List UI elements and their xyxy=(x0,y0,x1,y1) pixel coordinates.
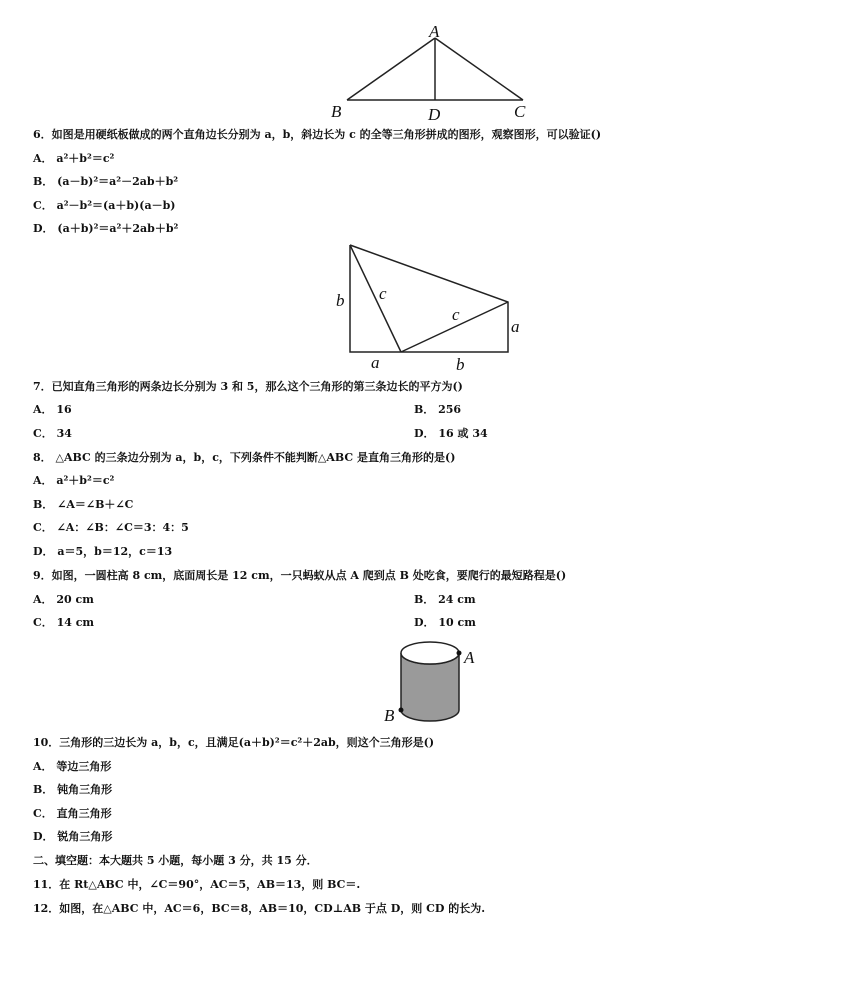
label-c-left: c xyxy=(379,284,387,303)
question-8-option-d: D． a＝5，b＝12，c＝13 xyxy=(33,545,173,558)
label-a: A xyxy=(429,22,440,41)
question-10-option-b: B． 钝角三角形 xyxy=(33,783,113,796)
figure-cylinder xyxy=(378,635,488,730)
trapezoid-outline xyxy=(350,245,508,352)
question-8-option-c: C． ∠A：∠B：∠C＝3：4：5 xyxy=(33,521,189,534)
label-b-bottom: b xyxy=(456,355,465,374)
label-a-bottom: a xyxy=(371,353,380,372)
question-7-option-b: B． 256 xyxy=(414,403,462,416)
question-11: 11．在 Rt△ABC 中，∠C＝90°，AC＝5，AB＝13，则 BC＝. xyxy=(33,878,361,891)
question-9-option-d: D． 10 cm xyxy=(414,616,476,629)
label-b: B xyxy=(331,102,342,121)
label-d: D xyxy=(428,105,441,124)
label-b: B xyxy=(384,706,395,725)
label-a-right: a xyxy=(511,317,520,336)
section-2-heading: 二、填空题：本大题共 5 小题，每小题 3 分，共 15 分． xyxy=(33,854,318,867)
point-b xyxy=(399,708,404,713)
question-6-stem: 6．如图是用硬纸板做成的两个直角边长分别为 a，b，斜边长为 c 的全等三角形拼成的图形，观察图形，可以验证() xyxy=(33,128,602,141)
question-12: 12．如图，在△ABC 中，AC＝6，BC＝8，AB＝10，CD⊥AB 于点 D，则 CD 的长为. xyxy=(33,902,486,915)
label-b-left: b xyxy=(336,291,345,310)
question-10-option-a: A． 等边三角形 xyxy=(33,760,112,773)
label-c: C xyxy=(514,102,526,121)
question-9-stem: 9．如图，一圆柱高 8 cm，底面周长是 12 cm，一只蚂蚁从点 A 爬到点 B 处吃食，要爬行的最短路程是() xyxy=(33,569,567,582)
question-6-option-d: D． (a＋b)²＝a²＋2ab＋b² xyxy=(33,222,179,235)
question-7-option-d: D． 16 或 34 xyxy=(414,427,488,440)
figure-trapezoid xyxy=(330,238,530,378)
question-6-option-a: A． a²＋b²＝c² xyxy=(33,152,115,165)
label-c-right: c xyxy=(452,305,460,324)
question-10-option-c: C． 直角三角形 xyxy=(33,807,112,820)
question-9-option-a: A． 20 cm xyxy=(33,593,94,606)
question-8-option-b: B． ∠A＝∠B＋∠C xyxy=(33,498,134,511)
question-10-option-d: D． 锐角三角形 xyxy=(33,830,113,843)
question-6-option-b: B． (a－b)²＝a²－2ab＋b² xyxy=(33,175,179,188)
question-6-option-c: C． a²－b²＝(a＋b)(a－b) xyxy=(33,199,176,212)
point-a xyxy=(457,651,462,656)
cylinder-top xyxy=(401,642,459,664)
question-8-stem: 8． △ABC 的三条边分别为 a，b，c，下列条件不能判断△ABC 是直角三角形的是() xyxy=(33,451,456,464)
question-9-option-c: C． 14 cm xyxy=(33,616,95,629)
figure-triangle-abc xyxy=(325,20,535,125)
segment-ac xyxy=(435,38,523,100)
question-7-option-c: C． 34 xyxy=(33,427,72,440)
question-9-option-b: B． 24 cm xyxy=(414,593,476,606)
segment-ab xyxy=(347,38,435,100)
question-7-option-a: A． 16 xyxy=(33,403,72,416)
label-a: A xyxy=(464,648,475,667)
question-10-stem: 10．三角形的三边长为 a，b，c，且满足(a＋b)²＝c²＋2ab，则这个三角形是() xyxy=(33,736,435,749)
question-8-option-a: A． a²＋b²＝c² xyxy=(33,474,115,487)
question-7-stem: 7．已知直角三角形的两条边长分别为 3 和 5，那么这个三角形的第三条边长的平方为() xyxy=(33,380,463,393)
